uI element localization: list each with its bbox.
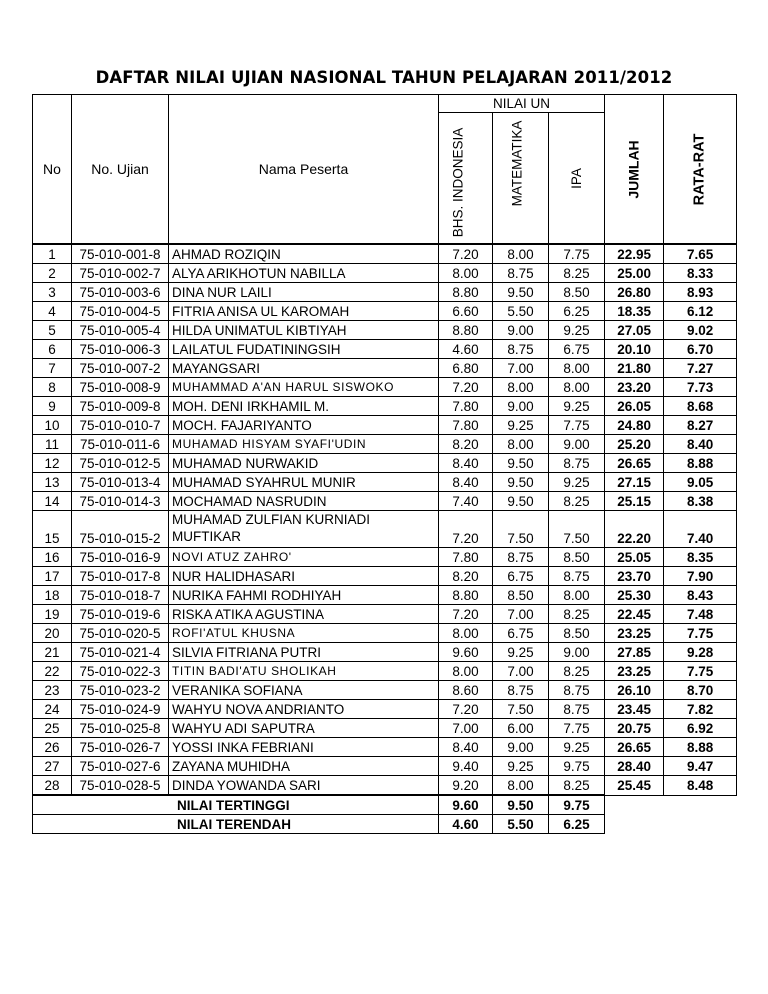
table-row <box>33 416 737 435</box>
header-ipa-label: IPA <box>568 167 584 189</box>
score-bhs: 9.60 <box>439 643 493 662</box>
score-bhs: 7.80 <box>439 397 493 416</box>
header-bhs <box>439 113 493 245</box>
row-number: 10 <box>33 416 72 435</box>
header-jumlah <box>605 95 664 245</box>
table-row <box>33 244 737 264</box>
score-bhs: 8.20 <box>439 567 493 586</box>
score-ipa: 8.75 <box>549 567 605 586</box>
score-average: 7.75 <box>664 624 737 643</box>
score-total: 26.65 <box>605 738 664 757</box>
score-average: 6.12 <box>664 302 737 321</box>
score-average: 8.88 <box>664 454 737 473</box>
table-row <box>33 548 737 567</box>
score-ipa: 8.00 <box>549 359 605 378</box>
table-row <box>33 757 737 776</box>
score-bhs: 8.00 <box>439 624 493 643</box>
table-row <box>33 397 737 416</box>
score-bhs: 8.80 <box>439 283 493 302</box>
score-bhs: 7.20 <box>439 605 493 624</box>
row-number: 20 <box>33 624 72 643</box>
score-ipa: 9.25 <box>549 397 605 416</box>
student-name: LAILATUL FUDATININGSIH <box>169 340 439 359</box>
exam-number: 75-010-017-8 <box>72 567 169 586</box>
row-number: 25 <box>33 719 72 738</box>
row-number: 5 <box>33 321 72 340</box>
table-row <box>33 511 737 548</box>
score-ipa: 8.25 <box>549 776 605 796</box>
score-total: 25.05 <box>605 548 664 567</box>
score-total: 25.15 <box>605 492 664 511</box>
score-average: 9.02 <box>664 321 737 340</box>
score-bhs: 7.00 <box>439 719 493 738</box>
row-number: 6 <box>33 340 72 359</box>
header-ipa <box>549 113 605 245</box>
summary-row-terendah <box>33 815 737 834</box>
score-bhs: 8.60 <box>439 681 493 700</box>
table-row <box>33 340 737 359</box>
score-average: 8.48 <box>664 776 737 796</box>
exam-number: 75-010-024-9 <box>72 700 169 719</box>
summary-empty-cell <box>605 815 664 834</box>
score-total: 23.20 <box>605 378 664 397</box>
score-ipa: 8.00 <box>549 378 605 397</box>
student-name: MOCHAMAD NASRUDIN <box>169 492 439 511</box>
score-total: 25.20 <box>605 435 664 454</box>
score-average: 9.47 <box>664 757 737 776</box>
summary-row-tertinggi <box>33 795 737 815</box>
score-average: 7.82 <box>664 700 737 719</box>
score-total: 23.25 <box>605 624 664 643</box>
score-total: 20.10 <box>605 340 664 359</box>
table-row <box>33 586 737 605</box>
score-bhs: 9.20 <box>439 776 493 796</box>
exam-number: 75-010-001-8 <box>72 244 169 264</box>
score-total: 22.45 <box>605 605 664 624</box>
score-ipa: 9.25 <box>549 473 605 492</box>
score-bhs: 8.80 <box>439 321 493 340</box>
page-title: DAFTAR NILAI UJIAN NASIONAL TAHUN PELAJARAN 2011/2012 <box>95 68 673 87</box>
exam-number: 75-010-008-9 <box>72 378 169 397</box>
score-average: 7.48 <box>664 605 737 624</box>
score-mat: 9.25 <box>493 416 549 435</box>
score-mat: 7.00 <box>493 359 549 378</box>
score-mat: 8.00 <box>493 378 549 397</box>
row-number: 14 <box>33 492 72 511</box>
summary-tertinggi-bhs: 9.60 <box>439 795 493 815</box>
exam-number: 75-010-016-9 <box>72 548 169 567</box>
score-mat: 9.00 <box>493 397 549 416</box>
student-name: ALYA ARIKHOTUN NABILLA <box>169 264 439 283</box>
row-number: 12 <box>33 454 72 473</box>
score-bhs: 8.40 <box>439 454 493 473</box>
row-number: 1 <box>33 244 72 264</box>
row-number: 21 <box>33 643 72 662</box>
score-ipa: 6.25 <box>549 302 605 321</box>
score-ipa: 6.75 <box>549 340 605 359</box>
header-nama: Nama Peserta <box>169 95 439 245</box>
score-average: 8.35 <box>664 548 737 567</box>
score-bhs: 7.80 <box>439 416 493 435</box>
score-bhs: 7.20 <box>439 511 493 548</box>
exam-number: 75-010-012-5 <box>72 454 169 473</box>
row-number: 7 <box>33 359 72 378</box>
score-bhs: 6.80 <box>439 359 493 378</box>
score-total: 25.00 <box>605 264 664 283</box>
student-name: NOVI ATUZ ZAHRO' <box>169 548 439 567</box>
score-mat: 8.00 <box>493 435 549 454</box>
exam-number: 75-010-006-3 <box>72 340 169 359</box>
score-mat: 8.75 <box>493 548 549 567</box>
score-total: 21.80 <box>605 359 664 378</box>
student-name: VERANIKA SOFIANA <box>169 681 439 700</box>
student-name: DINA NUR LAILI <box>169 283 439 302</box>
summary-label-terendah: NILAI TERENDAH <box>33 815 439 834</box>
header-mat-label: MATEMATIKA <box>509 120 525 207</box>
row-number: 22 <box>33 662 72 681</box>
score-total: 26.10 <box>605 681 664 700</box>
table-row <box>33 492 737 511</box>
score-average: 7.65 <box>664 244 737 264</box>
table-row <box>33 738 737 757</box>
score-ipa: 8.25 <box>549 605 605 624</box>
student-name: TITIN BADI'ATU SHOLIKAH <box>169 662 439 681</box>
score-total: 20.75 <box>605 719 664 738</box>
score-ipa: 8.75 <box>549 681 605 700</box>
score-average: 8.70 <box>664 681 737 700</box>
summary-terendah-mat: 5.50 <box>493 815 549 834</box>
score-bhs: 8.80 <box>439 586 493 605</box>
score-bhs: 4.60 <box>439 340 493 359</box>
score-total: 27.05 <box>605 321 664 340</box>
student-name: MUHAMAD NURWAKID <box>169 454 439 473</box>
student-name: NUR HALIDHASARI <box>169 567 439 586</box>
score-mat: 6.75 <box>493 624 549 643</box>
score-ipa: 8.25 <box>549 264 605 283</box>
score-total: 27.85 <box>605 643 664 662</box>
score-average: 8.93 <box>664 283 737 302</box>
table-row <box>33 359 737 378</box>
score-bhs: 7.80 <box>439 548 493 567</box>
header-rata-label: RATA-RAT <box>691 133 708 206</box>
row-number: 3 <box>33 283 72 302</box>
table-row <box>33 719 737 738</box>
score-average: 7.73 <box>664 378 737 397</box>
student-name: RISKA ATIKA AGUSTINA <box>169 605 439 624</box>
table-row <box>33 700 737 719</box>
student-name: MOCH. FAJARIYANTO <box>169 416 439 435</box>
score-ipa: 8.50 <box>549 624 605 643</box>
score-ipa: 7.75 <box>549 416 605 435</box>
row-number: 2 <box>33 264 72 283</box>
score-mat: 7.50 <box>493 511 549 548</box>
student-name: MAYANGSARI <box>169 359 439 378</box>
exam-number: 75-010-015-2 <box>72 511 169 548</box>
score-total: 26.65 <box>605 454 664 473</box>
score-average: 9.05 <box>664 473 737 492</box>
score-ipa: 9.00 <box>549 435 605 454</box>
grades-table <box>32 94 737 834</box>
score-mat: 8.50 <box>493 586 549 605</box>
score-total: 26.05 <box>605 397 664 416</box>
score-mat: 9.00 <box>493 738 549 757</box>
score-average: 8.68 <box>664 397 737 416</box>
exam-number: 75-010-005-4 <box>72 321 169 340</box>
exam-number: 75-010-007-2 <box>72 359 169 378</box>
row-number: 8 <box>33 378 72 397</box>
score-total: 25.45 <box>605 776 664 796</box>
row-number: 26 <box>33 738 72 757</box>
table-row <box>33 605 737 624</box>
score-mat: 6.00 <box>493 719 549 738</box>
exam-number: 75-010-013-4 <box>72 473 169 492</box>
exam-number: 75-010-022-3 <box>72 662 169 681</box>
score-mat: 7.50 <box>493 700 549 719</box>
header-nilai-un: NILAI UN <box>439 95 605 113</box>
row-number: 19 <box>33 605 72 624</box>
score-mat: 5.50 <box>493 302 549 321</box>
row-number: 24 <box>33 700 72 719</box>
score-ipa: 9.25 <box>549 738 605 757</box>
score-total: 23.70 <box>605 567 664 586</box>
score-bhs: 7.20 <box>439 378 493 397</box>
score-ipa: 7.50 <box>549 511 605 548</box>
score-total: 25.30 <box>605 586 664 605</box>
table-row <box>33 454 737 473</box>
score-bhs: 8.00 <box>439 662 493 681</box>
score-mat: 6.75 <box>493 567 549 586</box>
score-total: 22.95 <box>605 244 664 264</box>
exam-number: 75-010-021-4 <box>72 643 169 662</box>
student-name: MOH. DENI IRKHAMIL M. <box>169 397 439 416</box>
student-name: FITRIA ANISA UL KAROMAH <box>169 302 439 321</box>
row-number: 15 <box>33 511 72 548</box>
student-name: AHMAD ROZIQIN <box>169 244 439 264</box>
score-bhs: 8.40 <box>439 473 493 492</box>
score-bhs: 9.40 <box>439 757 493 776</box>
exam-number: 75-010-010-7 <box>72 416 169 435</box>
row-number: 17 <box>33 567 72 586</box>
score-mat: 7.00 <box>493 662 549 681</box>
summary-tertinggi-mat: 9.50 <box>493 795 549 815</box>
score-average: 8.40 <box>664 435 737 454</box>
score-total: 23.25 <box>605 662 664 681</box>
score-mat: 7.00 <box>493 605 549 624</box>
table-row <box>33 264 737 283</box>
score-mat: 9.25 <box>493 643 549 662</box>
exam-number: 75-010-018-7 <box>72 586 169 605</box>
table-row <box>33 283 737 302</box>
score-ipa: 9.25 <box>549 321 605 340</box>
score-ipa: 8.75 <box>549 454 605 473</box>
student-name: MUHAMAD SYAHRUL MUNIR <box>169 473 439 492</box>
student-name: WAHYU ADI SAPUTRA <box>169 719 439 738</box>
student-name: WAHYU NOVA ANDRIANTO <box>169 700 439 719</box>
student-name: MUHAMAD ZULFIAN KURNIADI MUFTIKAR <box>169 511 439 548</box>
score-bhs: 7.20 <box>439 700 493 719</box>
score-ipa: 8.50 <box>549 548 605 567</box>
score-total: 23.45 <box>605 700 664 719</box>
table-row <box>33 681 737 700</box>
score-ipa: 8.00 <box>549 586 605 605</box>
score-ipa: 8.25 <box>549 662 605 681</box>
score-total: 24.80 <box>605 416 664 435</box>
score-bhs: 8.20 <box>439 435 493 454</box>
score-average: 9.28 <box>664 643 737 662</box>
exam-number: 75-010-025-8 <box>72 719 169 738</box>
score-ipa: 7.75 <box>549 244 605 264</box>
row-number: 13 <box>33 473 72 492</box>
score-total: 27.15 <box>605 473 664 492</box>
exam-number: 75-010-019-6 <box>72 605 169 624</box>
exam-number: 75-010-020-5 <box>72 624 169 643</box>
score-mat: 8.75 <box>493 681 549 700</box>
header-no: No <box>33 95 72 245</box>
exam-number: 75-010-023-2 <box>72 681 169 700</box>
student-name: YOSSI INKA FEBRIANI <box>169 738 439 757</box>
table-row <box>33 662 737 681</box>
score-average: 7.27 <box>664 359 737 378</box>
student-name: MUHAMAD HISYAM SYAFI'UDIN <box>169 435 439 454</box>
student-name: ZAYANA MUHIDHA <box>169 757 439 776</box>
table-row <box>33 776 737 796</box>
score-mat: 8.75 <box>493 264 549 283</box>
header-bhs-label: BHS. INDONESIA <box>450 127 466 238</box>
summary-terendah-ipa: 6.25 <box>549 815 605 834</box>
score-average: 8.38 <box>664 492 737 511</box>
score-mat: 8.00 <box>493 244 549 264</box>
table-row <box>33 378 737 397</box>
score-bhs: 7.40 <box>439 492 493 511</box>
score-bhs: 7.20 <box>439 244 493 264</box>
summary-label-tertinggi: NILAI TERTINGGI <box>33 795 439 815</box>
row-number: 28 <box>33 776 72 796</box>
row-number: 16 <box>33 548 72 567</box>
exam-number: 75-010-026-7 <box>72 738 169 757</box>
row-number: 27 <box>33 757 72 776</box>
score-average: 8.88 <box>664 738 737 757</box>
exam-number: 75-010-002-7 <box>72 264 169 283</box>
score-mat: 8.75 <box>493 340 549 359</box>
summary-empty-cell <box>605 795 664 815</box>
score-mat: 9.50 <box>493 492 549 511</box>
exam-number: 75-010-003-6 <box>72 283 169 302</box>
student-name: MUHAMMAD A'AN HARUL SISWOKO <box>169 378 439 397</box>
exam-number: 75-010-009-8 <box>72 397 169 416</box>
score-average: 8.27 <box>664 416 737 435</box>
score-mat: 9.50 <box>493 454 549 473</box>
score-bhs: 8.40 <box>439 738 493 757</box>
student-name: DINDA YOWANDA SARI <box>169 776 439 796</box>
header-mat <box>493 113 549 245</box>
score-total: 26.80 <box>605 283 664 302</box>
exam-number: 75-010-028-5 <box>72 776 169 796</box>
score-mat: 9.50 <box>493 283 549 302</box>
row-number: 23 <box>33 681 72 700</box>
table-row <box>33 624 737 643</box>
row-number: 11 <box>33 435 72 454</box>
student-name: ROFI'ATUL KHUSNA <box>169 624 439 643</box>
header-rata <box>664 95 737 245</box>
score-bhs: 8.00 <box>439 264 493 283</box>
student-name: SILVIA FITRIANA PUTRI <box>169 643 439 662</box>
score-average: 7.75 <box>664 662 737 681</box>
summary-empty-cell <box>664 795 737 815</box>
row-number: 18 <box>33 586 72 605</box>
summary-terendah-bhs: 4.60 <box>439 815 493 834</box>
exam-number: 75-010-011-6 <box>72 435 169 454</box>
table-row <box>33 567 737 586</box>
score-average: 8.33 <box>664 264 737 283</box>
score-ipa: 8.75 <box>549 700 605 719</box>
score-bhs: 6.60 <box>439 302 493 321</box>
student-name: NURIKA FAHMI RODHIYAH <box>169 586 439 605</box>
score-total: 18.35 <box>605 302 664 321</box>
exam-number: 75-010-014-3 <box>72 492 169 511</box>
table-row <box>33 302 737 321</box>
score-ipa: 8.25 <box>549 492 605 511</box>
score-total: 22.20 <box>605 511 664 548</box>
header-jumlah-label: JUMLAH <box>625 139 642 199</box>
summary-empty-cell <box>664 815 737 834</box>
score-total: 28.40 <box>605 757 664 776</box>
score-mat: 9.50 <box>493 473 549 492</box>
score-average: 8.43 <box>664 586 737 605</box>
score-ipa: 7.75 <box>549 719 605 738</box>
table-row <box>33 473 737 492</box>
table-row <box>33 321 737 340</box>
score-average: 6.70 <box>664 340 737 359</box>
score-average: 7.40 <box>664 511 737 548</box>
score-ipa: 9.00 <box>549 643 605 662</box>
header-no-ujian: No. Ujian <box>72 95 169 245</box>
table-row <box>33 643 737 662</box>
score-ipa: 8.50 <box>549 283 605 302</box>
exam-number: 75-010-004-5 <box>72 302 169 321</box>
score-ipa: 9.75 <box>549 757 605 776</box>
row-number: 4 <box>33 302 72 321</box>
score-mat: 9.25 <box>493 757 549 776</box>
score-mat: 9.00 <box>493 321 549 340</box>
summary-tertinggi-ipa: 9.75 <box>549 795 605 815</box>
score-average: 6.92 <box>664 719 737 738</box>
student-name: HILDA UNIMATUL KIBTIYAH <box>169 321 439 340</box>
row-number: 9 <box>33 397 72 416</box>
score-mat: 8.00 <box>493 776 549 796</box>
exam-number: 75-010-027-6 <box>72 757 169 776</box>
table-row <box>33 435 737 454</box>
score-average: 7.90 <box>664 567 737 586</box>
